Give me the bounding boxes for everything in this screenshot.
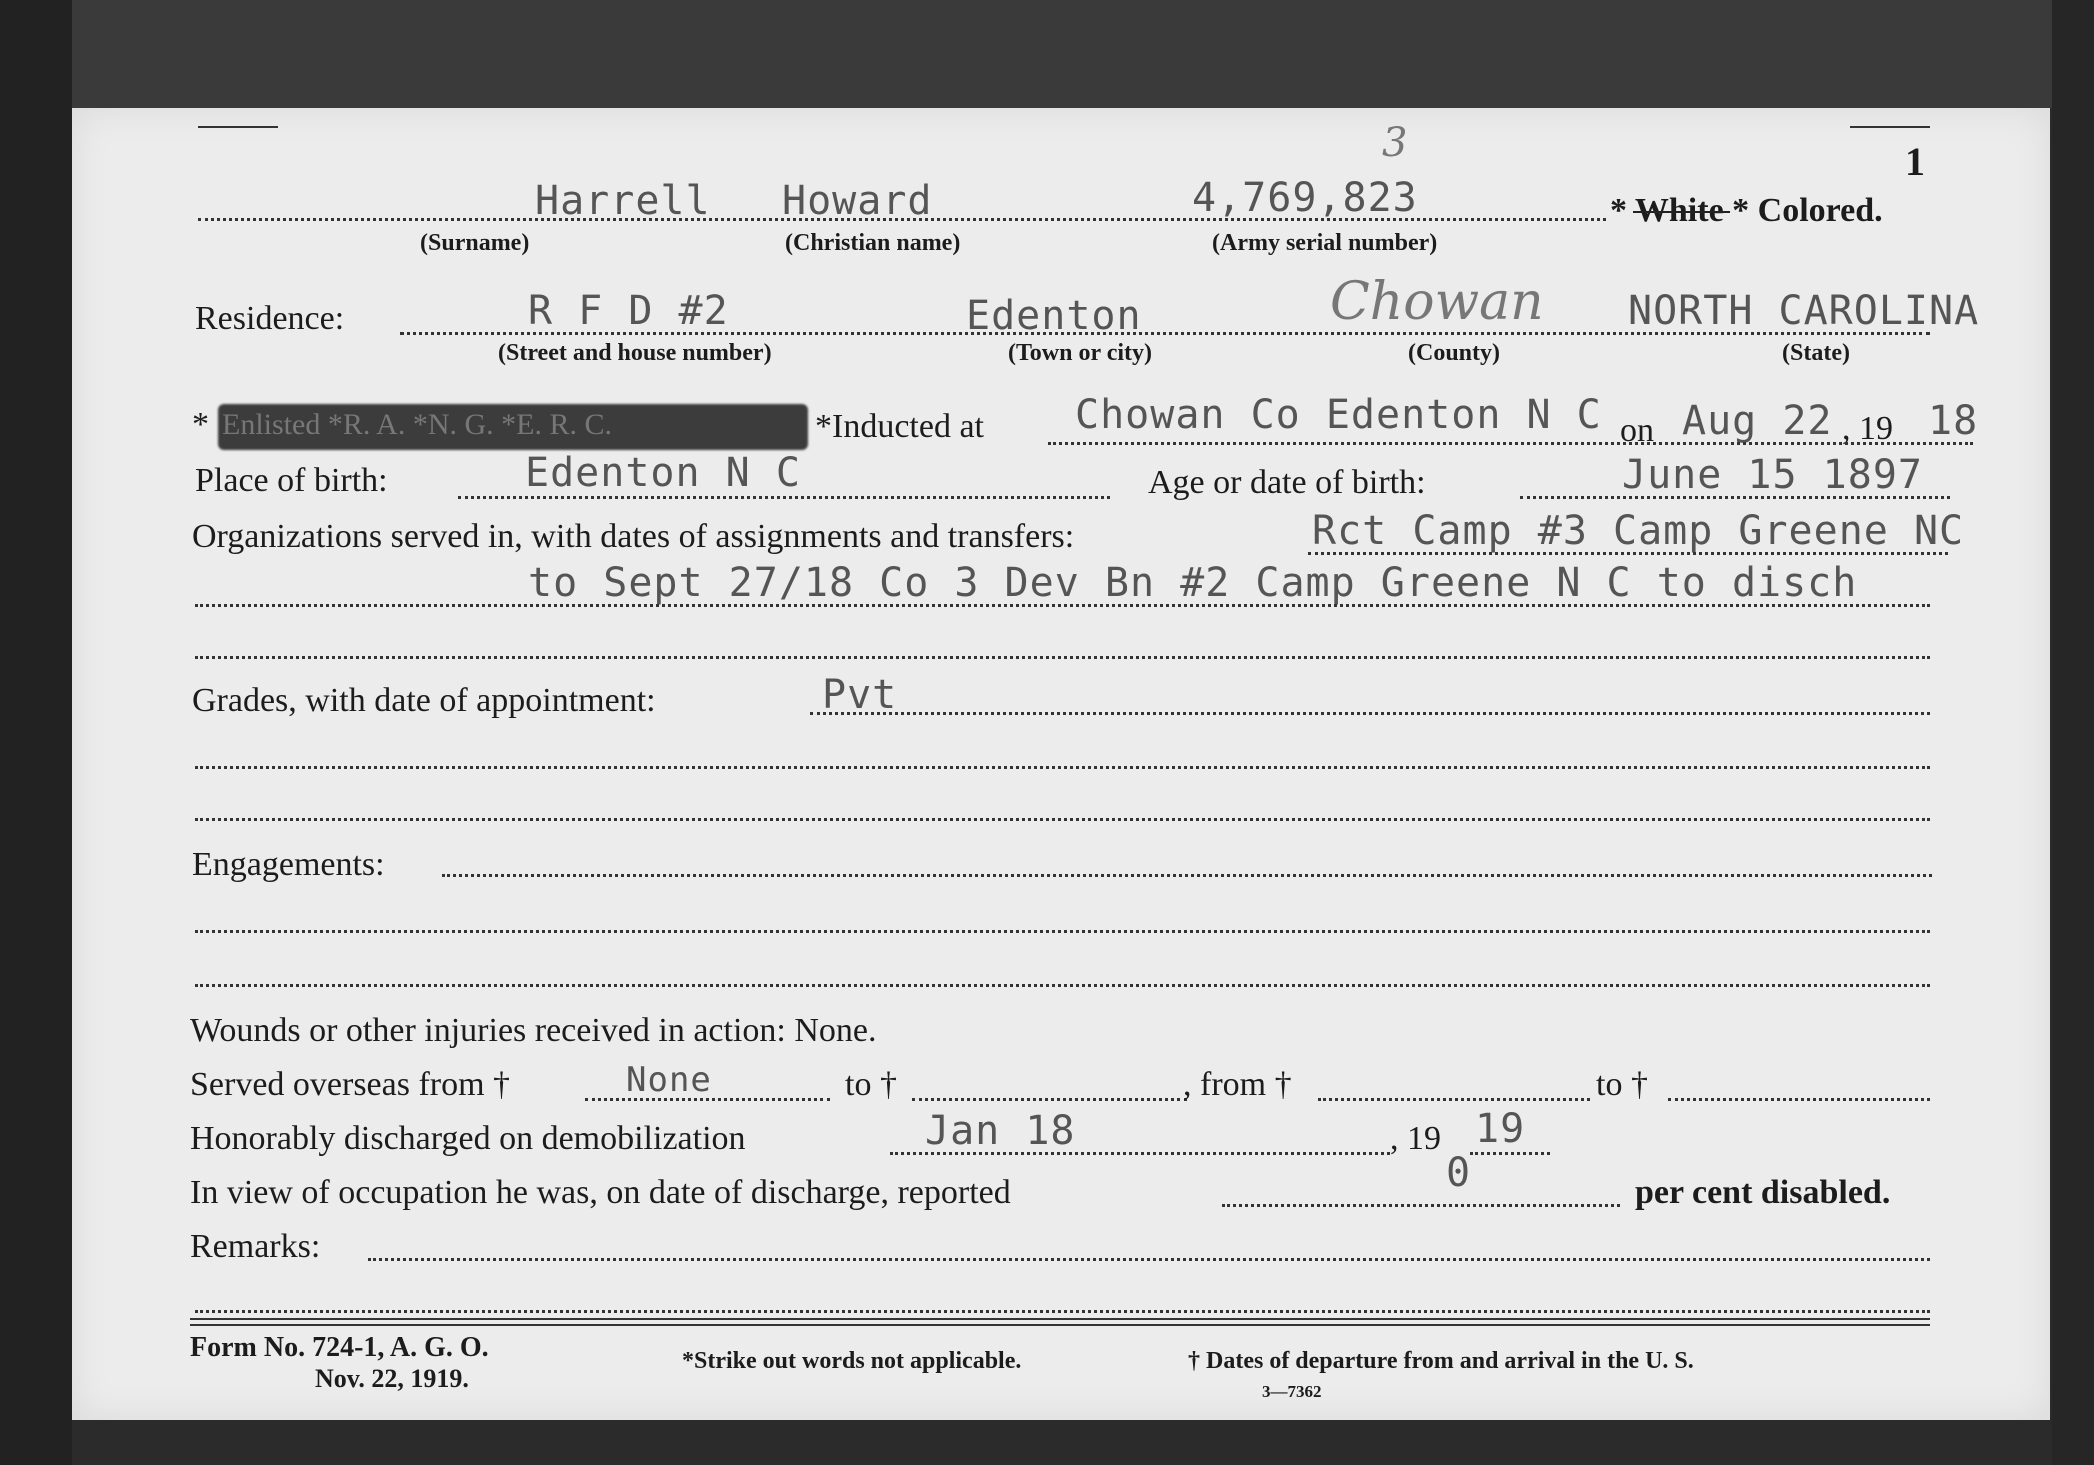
inducted-at-value: Chowan Co Edenton N C <box>1075 392 1602 438</box>
inducted-line <box>1048 442 1973 445</box>
serial-correction: 3 <box>1382 120 1408 166</box>
discharge-year-value: 19 <box>1475 1106 1526 1152</box>
corner-rule-right <box>1850 126 1930 128</box>
overseas-to2-line <box>1668 1098 1930 1101</box>
place-of-birth-line <box>458 496 1110 499</box>
state-caption: (State) <box>1782 340 1850 366</box>
served-overseas-value: None <box>626 1060 712 1100</box>
grades-line1 <box>810 712 1930 715</box>
disability-line <box>1222 1204 1620 1207</box>
induction-year-value: 18 <box>1928 398 1979 444</box>
place-of-birth-label: Place of birth: <box>195 462 388 499</box>
scan-background-right <box>2052 0 2094 1465</box>
remarks-line2 <box>195 1310 1930 1313</box>
induction-year-prefix: , 19 <box>1842 410 1893 447</box>
residence-label: Residence: <box>195 300 345 337</box>
dob-line <box>1520 496 1950 499</box>
per-cent-disabled-label: per cent disabled. <box>1635 1174 1891 1211</box>
served-overseas-from-label: Served overseas from † <box>190 1066 511 1103</box>
scan-background-top <box>0 0 2094 108</box>
grade-value: Pvt <box>822 672 898 718</box>
dates-note: † Dates of departure from and arrival in the U. S. <box>1188 1348 1694 1374</box>
overseas-to-line <box>912 1098 1187 1101</box>
race-white: White <box>1634 192 1724 229</box>
town-caption: (Town or city) <box>1008 340 1152 366</box>
engagements-line1 <box>442 874 1932 877</box>
overseas-to2-label: to † <box>1596 1066 1648 1103</box>
corner-rule-left <box>198 126 278 128</box>
residence-town-value: Edenton <box>966 293 1142 339</box>
induction-year-prefix-text: 19 <box>1859 410 1893 447</box>
engagements-line3 <box>195 984 1930 987</box>
wounds-row <box>190 1012 877 1050</box>
footer-rule-2 <box>190 1324 1930 1326</box>
overseas-from2-line <box>1318 1098 1590 1101</box>
remarks-label: Remarks: <box>190 1228 321 1265</box>
grades-label: Grades, with date of appointment: <box>192 682 656 719</box>
organizations-line3 <box>195 656 1930 659</box>
overseas-from-line <box>585 1098 830 1101</box>
army-serial-number-caption: (Army serial number) <box>1212 230 1438 256</box>
surname-value: Harrell <box>535 178 711 224</box>
name-line <box>198 218 1606 221</box>
percent-disabled-value: 0 <box>1446 1150 1472 1196</box>
print-code: 3—7362 <box>1262 1382 1322 1401</box>
army-serial-number-value: 4,769,823 <box>1192 175 1418 221</box>
form-number: Form No. 724-1, A. G. O. <box>190 1332 489 1363</box>
card-number: 1 <box>1905 139 1925 184</box>
discharge-date-value: Jan 18 <box>925 1108 1076 1154</box>
organizations-line2 <box>195 604 1930 607</box>
place-of-birth-value: Edenton N C <box>525 450 801 496</box>
race-options: * White * Colored. <box>1610 192 1883 229</box>
discharge-year-line <box>1470 1152 1550 1155</box>
christian-name-caption: (Christian name) <box>785 230 961 256</box>
wounds-label: Wounds or other injuries received in action: <box>190 1012 786 1049</box>
residence-state-value: NORTH CAROLINA <box>1628 288 1980 334</box>
honorably-discharged-label: Honorably discharged on demobilization <box>190 1120 746 1157</box>
remarks-line1 <box>368 1258 1930 1261</box>
race-colored: Colored. <box>1757 192 1883 229</box>
wounds-value: None. <box>794 1012 877 1049</box>
organizations-label: Organizations served in, with dates of assignments and transfers: <box>192 518 1075 555</box>
scan-background-left <box>0 0 72 1465</box>
residence-line <box>400 332 1930 335</box>
strike-note: *Strike out words not applicable. <box>682 1348 1022 1374</box>
street-caption: (Street and house number) <box>498 340 772 366</box>
residence-county-value: Chowan <box>1330 272 1544 332</box>
organizations-line1-value: Rct Camp #3 Camp Greene NC <box>1312 508 1965 554</box>
asterisk-enlisted: * <box>192 406 209 443</box>
form-date: Nov. 22, 1919. <box>315 1364 469 1393</box>
organizations-line2-value: to Sept 27/18 Co 3 Dev Bn #2 Camp Greene N C to disch <box>528 560 1858 606</box>
induction-date-value: Aug 22 <box>1682 398 1833 444</box>
on-label: on <box>1620 412 1654 449</box>
county-caption: (County) <box>1408 340 1501 366</box>
engagements-label: Engagements: <box>192 846 385 883</box>
enlisted-label: Enlisted *R. A. *N. G. *E. R. C. <box>222 408 613 441</box>
footer-rule-1 <box>190 1318 1930 1320</box>
christian-name-value: Howard <box>782 178 933 224</box>
engagements-line2 <box>195 930 1930 933</box>
organizations-line1 <box>1308 552 1948 555</box>
overseas-from2-label: , from † <box>1183 1066 1292 1103</box>
grades-line2 <box>195 766 1930 769</box>
grades-line3 <box>195 818 1930 821</box>
date-of-birth-value: June 15 1897 <box>1622 452 1923 498</box>
overseas-to-label: to † <box>845 1066 897 1103</box>
age-or-dob-label: Age or date of birth: <box>1148 464 1426 501</box>
discharge-year-prefix: , 19 <box>1390 1120 1441 1157</box>
inducted-at-label: *Inducted at <box>815 408 984 445</box>
in-view-of-occupation-label: In view of occupation he was, on date of discharge, reported <box>190 1174 1011 1211</box>
residence-street-value: R F D #2 <box>528 288 729 334</box>
discharge-date-line <box>890 1152 1390 1155</box>
surname-caption: (Surname) <box>420 230 530 256</box>
